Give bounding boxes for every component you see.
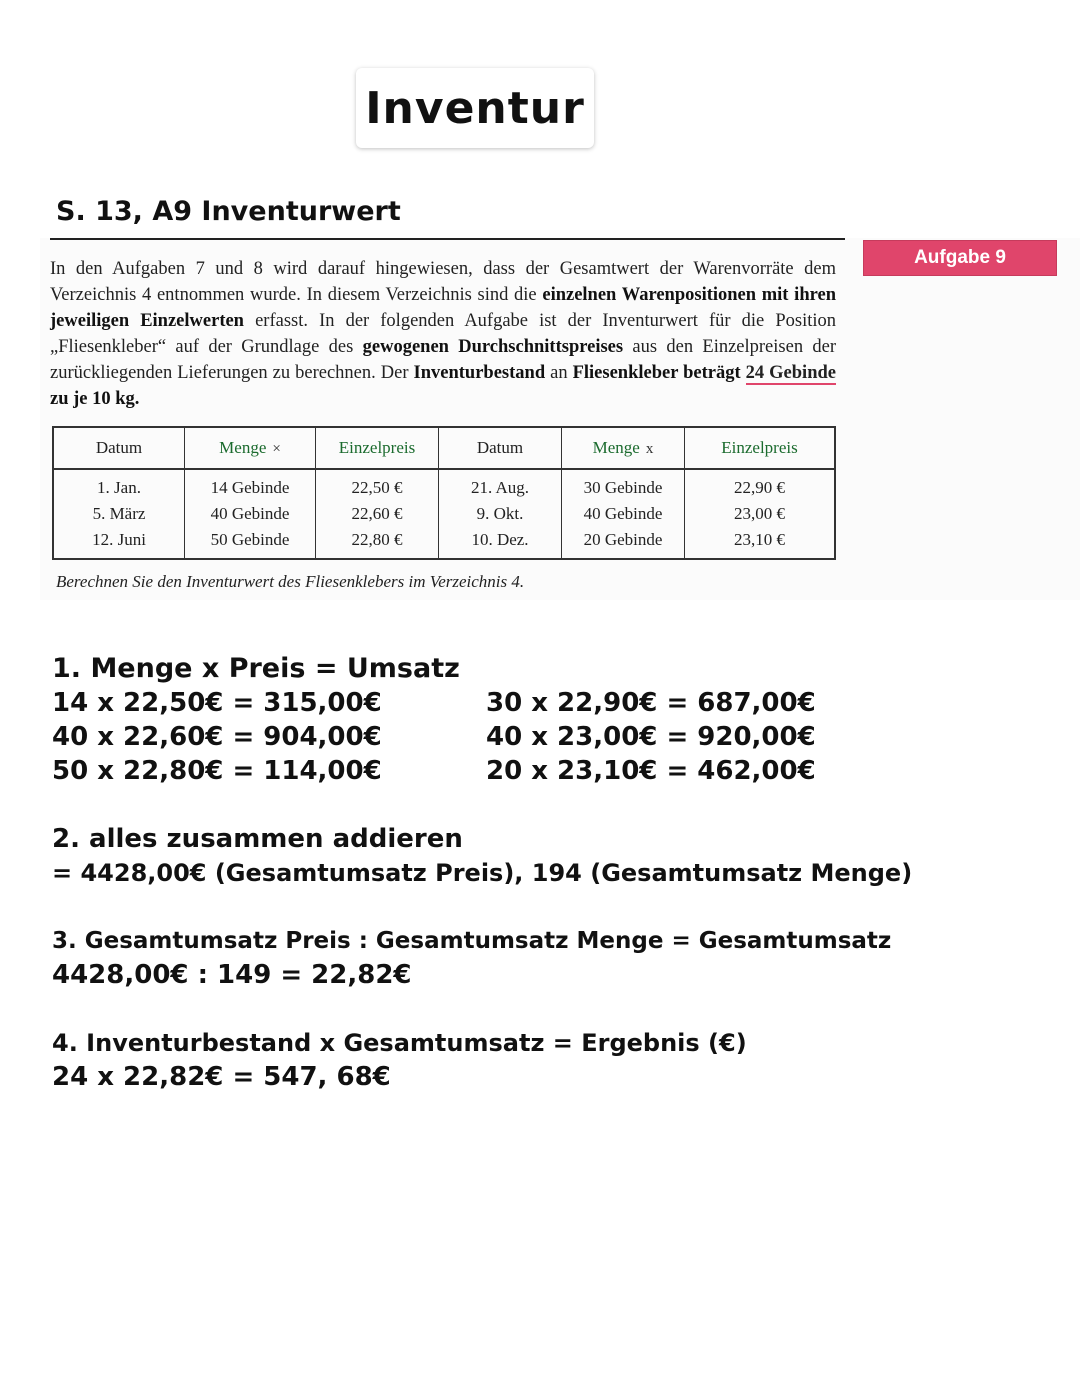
step3-line: 4428,00€ : 149 = 22,82€ [52,960,412,990]
intro-bold: gewogenen Durchschnittspreises [362,337,624,357]
price-table [52,426,836,560]
header-price-2: Einzelpreis [685,427,836,469]
table-header-row [53,427,835,469]
cell-dates-left: 1. Jan. 5. März 12. Juni [53,469,185,559]
cell-price-left: 22,50 € 22,60 € 22,80 € [316,469,439,559]
intro-text: an [545,363,573,383]
task-badge: Aufgabe 9 [863,240,1057,276]
intro-bold: zu je 10 kg. [50,389,140,409]
header-qty-2 [562,427,685,469]
title-card [356,68,594,148]
divider [50,238,845,240]
task-caption: Berechnen Sie den Inventurwert des Fliesenklebers im Verzeichnis 4. [56,572,525,591]
step4-line: 24 x 22,82€ = 547, 68€ [52,1062,391,1092]
step1-right-line-1: 30 x 22,90€ = 687,00€ [486,688,816,718]
header-qty-label-2: Menge [592,438,640,457]
step1-left-line-2: 40 x 22,60€ = 904,00€ [52,722,382,752]
header-price: Einzelpreis [316,427,439,469]
intro-text: In den Aufgaben 7 und 8 wird darauf hingewiesen, dass der Gesamtwert der Warenvorräte dem Verzeichnis 4 entnommen wurde. In diesem Verzeichnis sind die [50,259,836,305]
intro-bold: Fliesenkleber beträgt [572,363,746,383]
step2-title: 2. alles zusammen addieren [52,824,463,854]
page-title: Inventur [365,82,585,134]
intro-text: aus den Einzelpreisen der zurückliegenden Lieferungen zu berechnen. Der [50,337,836,383]
highlighted-stock: 24 Gebinde [745,363,836,383]
section-heading: S. 13, A9 Inventurwert [56,196,401,227]
intro-bold: einzelnen Warenpositionen mit ihren jeweiligen Einzelwerten [50,285,836,331]
step1-left-line-3: 50 x 22,80€ = 114,00€ [52,756,382,786]
intro-bold: Inventurbestand [413,363,546,383]
header-date: Datum [53,427,185,469]
header-qty [185,427,316,469]
intro-text: erfasst. In der folgenden Aufgabe ist der Inventurwert für die Position „Fliesenkleber“ auf der Grundlage des [50,311,837,357]
step3-title: 3. Gesamtumsatz Preis : Gesamtumsatz Menge = Gesamtumsatz [52,928,892,954]
cell-qty-right: 30 Gebinde 40 Gebinde 20 Gebinde [562,469,685,559]
cell-dates-right: 21. Aug. 9. Okt. 10. Dez. [439,469,562,559]
step1-right-line-2: 40 x 23,00€ = 920,00€ [486,722,816,752]
header-qty-label: Menge [219,438,267,457]
step2-line: = 4428,00€ (Gesamtumsatz Preis), 194 (Gesamtumsatz Menge) [52,859,913,887]
cell-price-right: 22,90 € 23,00 € 23,10 € [685,469,836,559]
step1-left-line-1: 14 x 22,50€ = 315,00€ [52,688,382,718]
step4-title: 4. Inventurbestand x Gesamtumsatz = Ergebnis (€) [52,1029,747,1057]
handwritten-multiply-sign: x [645,441,654,457]
step1-right-line-3: 20 x 23,10€ = 462,00€ [486,756,816,786]
multiply-sign: × [272,441,281,457]
cell-qty-left: 14 Gebinde 40 Gebinde 50 Gebinde [185,469,316,559]
step1-title: 1. Menge x Preis = Umsatz [52,653,460,684]
table-row [53,469,835,559]
textbook-excerpt [40,238,1080,600]
header-date-2: Datum [439,427,562,469]
intro-paragraph [50,256,836,412]
